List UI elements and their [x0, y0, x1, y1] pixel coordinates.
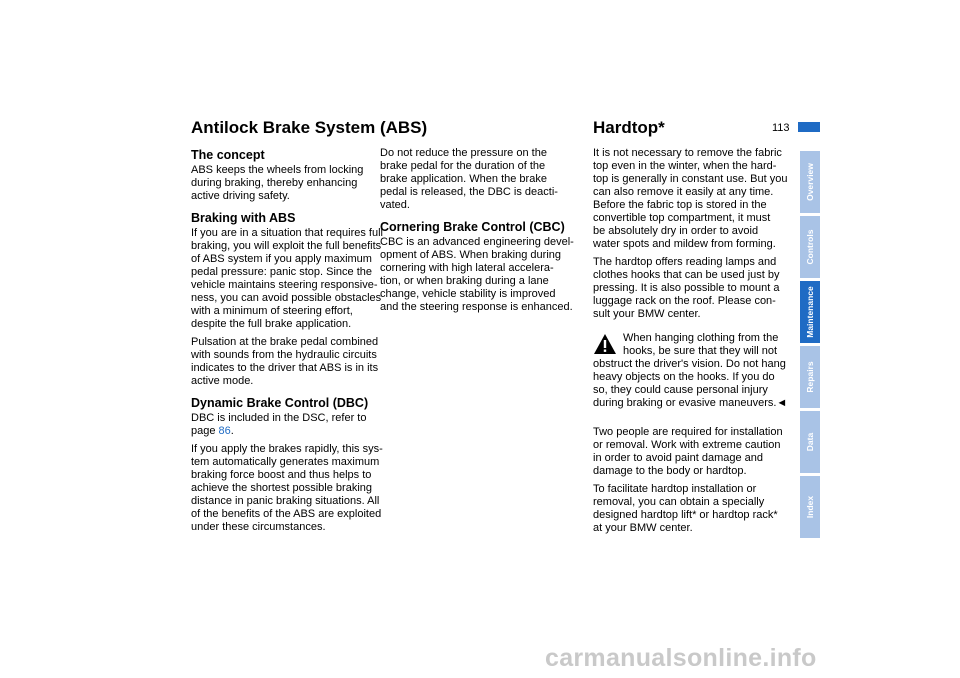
section-title-hardtop: Hardtop* — [593, 118, 665, 137]
tab-maintenance[interactable] — [800, 281, 820, 343]
warning-triangle-icon — [593, 333, 617, 355]
dbc-paragraph-2: If you apply the brakes rapidly, this sys- tem automatically generates maximum braking force boost and thus helps to achieve the shortest possible braking distance in panic braking situations. All of the benefits of the ABS are exploited under these circumstances. — [191, 443, 383, 533]
concept-text: ABS keeps the wheels from locking during braking, thereby enhancing active driving safety. — [191, 164, 364, 202]
warning-note — [593, 332, 793, 415]
tab-data[interactable] — [800, 411, 820, 473]
warning-text: When hanging clothing from the hooks, be sure that they will not obstruct the driver's vision. Do not hang heavy objects on the hooks. If you do so, they could cause personal injury during braking or evasive maneuvers.◄ — [593, 332, 788, 409]
tab-index-label: Index — [805, 495, 815, 519]
tab-overview[interactable] — [800, 151, 820, 213]
tab-controls-label: Controls — [805, 229, 815, 265]
column-3 — [593, 147, 793, 540]
heading-cbc: Cornering Brake Control (CBC) — [380, 220, 565, 234]
tab-repairs-label: Repairs — [805, 361, 815, 393]
column-2 — [380, 147, 580, 319]
hardtop-paragraph-3: Two people are required for installation or removal. Work with extreme caution in order to avoid paint damage and damage to the body or hardtop. — [593, 426, 783, 477]
hardtop-paragraph-2: The hardtop offers reading lamps and clothes hooks that can be used just by pressing. It is also possible to mount a luggage rack on the roof. Please con- sult your BMW center. — [593, 256, 780, 320]
column-1 — [191, 147, 391, 539]
braking-paragraph-1: If you are in a situation that requires full braking, you will exploit the full benefits of ABS system if you apply maximum pedal pressure: panic stop. Since the vehicle maintains steering responsive- ness, you can avoid possible obstacles with a minimum of steering effort, despite the full brake application. — [191, 227, 383, 330]
page-number: 113 — [772, 122, 790, 134]
tab-repairs[interactable] — [800, 346, 820, 408]
heading-braking-with-abs: Braking with ABS — [191, 211, 296, 225]
tab-maintenance-label: Maintenance — [805, 286, 815, 338]
dbc-paragraph-1 — [191, 412, 391, 438]
hardtop-paragraph-4: To facilitate hardtop installation or removal, you can obtain a specially designed hardtop lift* or hardtop rack* at your BMW center. — [593, 483, 778, 534]
page-number-bar — [798, 122, 820, 132]
brake-pressure-paragraph: Do not reduce the pressure on the brake pedal for the duration of the brake application. When the brake pedal is released, the DBC is deacti- vated. — [380, 147, 558, 211]
hardtop-paragraph-1: It is not necessary to remove the fabric top even in the winter, when the hard- top is generally in constant use. But you can also remove it easily at any time. Before the fabric top is stored in the convertible top compartment, it must be absolutely dry in order to avoid water spots and mildew from forming. — [593, 147, 788, 250]
tab-data-label: Data — [805, 432, 815, 452]
heading-dbc: Dynamic Brake Control (DBC) — [191, 396, 369, 410]
page-reference-link[interactable]: 86 — [218, 425, 231, 437]
braking-paragraph-2: Pulsation at the brake pedal combined with sounds from the hydraulic circuits indicates to the driver that ABS is in its active mode. — [191, 336, 379, 387]
dbc-paragraph-1-text: DBC is included in the DSC, refer to page — [191, 412, 367, 437]
section-title-abs: Antilock Brake System (ABS) — [191, 118, 428, 137]
tab-overview-label: Overview — [805, 163, 815, 201]
watermark: carmanualsonline.info — [545, 644, 817, 672]
tab-index[interactable] — [800, 476, 820, 538]
tab-controls[interactable] — [800, 216, 820, 278]
chapter-tabs — [800, 151, 820, 541]
dbc-paragraph-1-end: . — [230, 425, 234, 437]
cbc-paragraph: CBC is an advanced engineering devel- opment of ABS. When braking during cornering with high lateral accelera- tion, or when braking during a lane change, vehicle stability is improved and the steering response is enhanced. — [380, 236, 574, 313]
heading-the-concept: The concept — [191, 148, 265, 162]
